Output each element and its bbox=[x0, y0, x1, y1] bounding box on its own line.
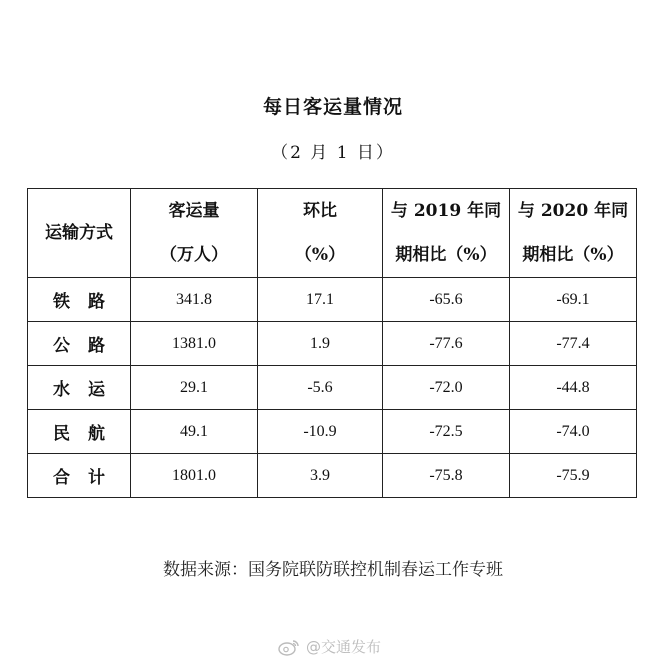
table-cell: -10.9 bbox=[258, 410, 383, 454]
table-cell: -44.8 bbox=[510, 366, 637, 410]
table-cell: -74.0 bbox=[510, 410, 637, 454]
table-cell: 1.9 bbox=[258, 322, 383, 366]
data-source-note: 数据来源：国务院联防联控机制春运工作专班 bbox=[163, 560, 503, 580]
table-row bbox=[28, 410, 637, 454]
watermark bbox=[278, 636, 381, 657]
page-subtitle: （2 月 1 日） bbox=[271, 143, 395, 163]
header-label: 环比 bbox=[303, 201, 337, 221]
header-unit: （%） bbox=[294, 245, 346, 265]
header-label: 与 2019 年同 bbox=[390, 201, 502, 221]
table-cell: -65.6 bbox=[383, 278, 510, 322]
header-label: 运输方式 bbox=[45, 223, 113, 243]
table-header-row bbox=[28, 189, 637, 278]
table-cell: 3.9 bbox=[258, 454, 383, 498]
watermark-text: @交通发布 bbox=[306, 638, 382, 656]
table-row bbox=[28, 278, 637, 322]
header-unit: 期相比（%） bbox=[395, 245, 497, 265]
table-cell: -5.6 bbox=[258, 366, 383, 410]
table-cell: -72.0 bbox=[383, 366, 510, 410]
table-cell: -75.9 bbox=[510, 454, 637, 498]
weibo-logo-icon bbox=[278, 638, 300, 656]
table-cell: -75.8 bbox=[383, 454, 510, 498]
row-label: 水运 bbox=[28, 366, 131, 410]
passenger-volume-table bbox=[27, 188, 637, 498]
header-label: 客运量 bbox=[168, 201, 220, 221]
table-row bbox=[28, 366, 637, 410]
page-title: 每日客运量情况 bbox=[262, 96, 403, 118]
row-label: 合计 bbox=[28, 454, 131, 498]
table-row-total bbox=[28, 454, 637, 498]
header-transport-mode bbox=[28, 189, 131, 278]
header-unit: 期相比（%） bbox=[522, 245, 624, 265]
table-cell: 1801.0 bbox=[131, 454, 258, 498]
row-label: 民航 bbox=[28, 410, 131, 454]
table-cell: -77.6 bbox=[383, 322, 510, 366]
table-row bbox=[28, 322, 637, 366]
table-cell: 341.8 bbox=[131, 278, 258, 322]
table-cell: 29.1 bbox=[131, 366, 258, 410]
row-label: 公路 bbox=[28, 322, 131, 366]
header-unit: （万人） bbox=[160, 245, 228, 265]
row-label: 铁路 bbox=[28, 278, 131, 322]
table-cell: -69.1 bbox=[510, 278, 637, 322]
table-cell: -77.4 bbox=[510, 322, 637, 366]
header-vs-2020 bbox=[510, 189, 637, 278]
header-vs-2019 bbox=[383, 189, 510, 278]
table-cell: 49.1 bbox=[131, 410, 258, 454]
table-cell: 17.1 bbox=[258, 278, 383, 322]
header-month-on-month bbox=[258, 189, 383, 278]
table-cell: 1381.0 bbox=[131, 322, 258, 366]
header-passenger-volume bbox=[131, 189, 258, 278]
header-label: 与 2020 年同 bbox=[517, 201, 629, 221]
table-cell: -72.5 bbox=[383, 410, 510, 454]
